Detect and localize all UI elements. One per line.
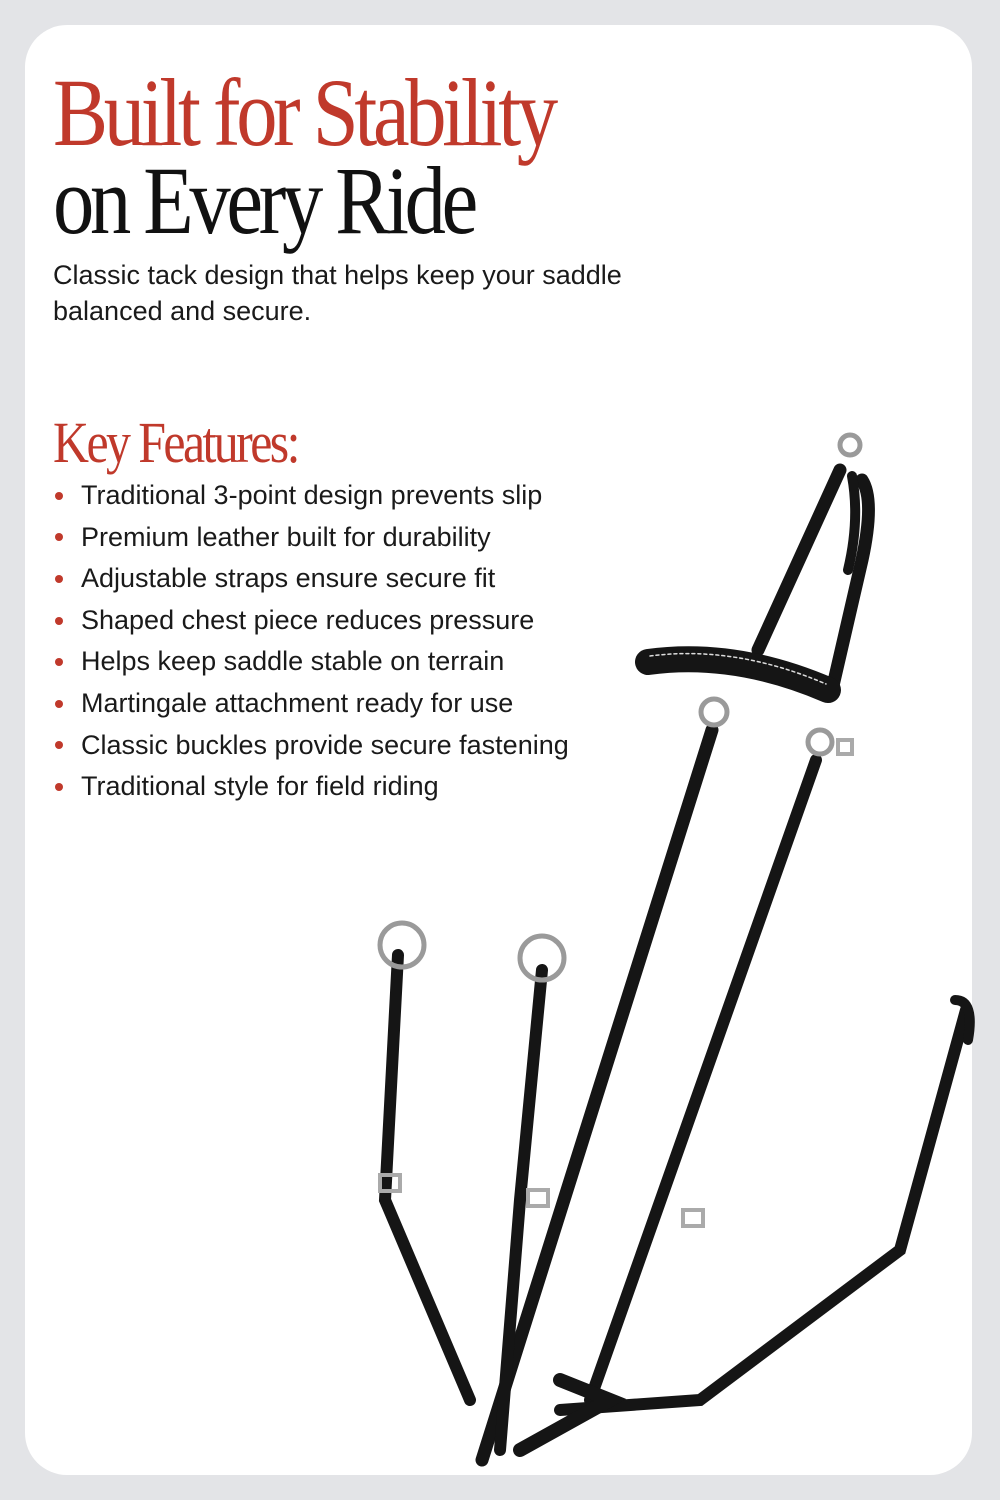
subtitle: Classic tack design that helps keep your saddle balanced and secure.	[53, 260, 622, 326]
buckle-icon	[683, 1210, 703, 1226]
buckle-icon	[838, 740, 852, 754]
feature-text: Traditional 3-point design prevents slip	[81, 480, 543, 510]
clip-icon	[840, 435, 860, 455]
feature-text: Helps keep saddle stable on terrain	[81, 646, 505, 677]
feature-text: Shaped chest piece reduces pressure	[81, 604, 535, 635]
feature-text: Martingale attachment ready for use	[81, 687, 514, 718]
buckle-icon	[528, 1190, 548, 1206]
headline-line-1: Built for Stability	[53, 59, 554, 166]
ring-icon	[701, 699, 727, 725]
headline-line-2: on Every Ride	[53, 147, 474, 254]
features-heading: Key Features:	[53, 410, 298, 475]
feature-text: Premium leather built for durability	[81, 521, 491, 552]
feature-text: Classic buckles provide secure fastening	[81, 729, 569, 760]
ring-icon	[808, 730, 832, 754]
feature-text: Traditional style for field riding	[81, 771, 439, 802]
feature-text: Adjustable straps ensure secure fit	[81, 563, 496, 594]
